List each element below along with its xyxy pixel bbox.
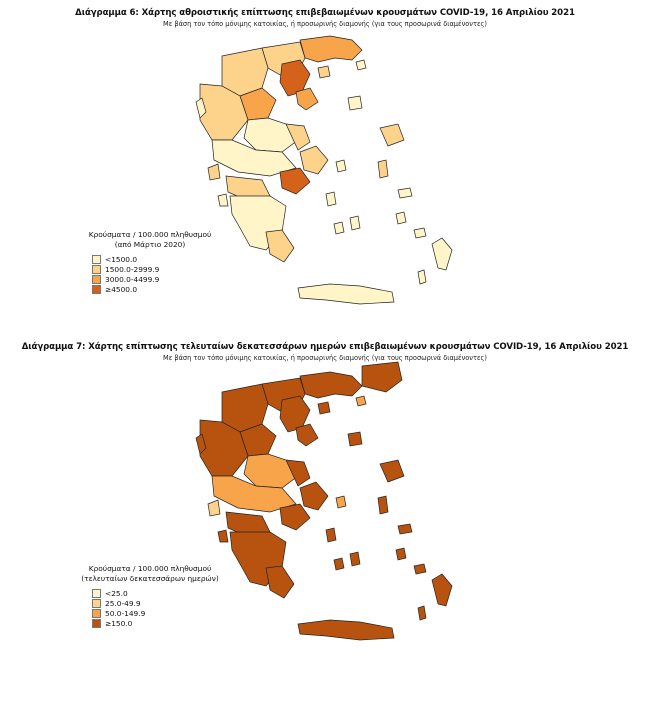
map2-island-zakynthos bbox=[218, 530, 228, 542]
map2-region-thrace bbox=[300, 372, 362, 398]
map2-island-lemnos bbox=[348, 432, 362, 446]
map2-island-naxos bbox=[350, 552, 360, 566]
map2-island-kos bbox=[414, 564, 426, 574]
map2-legend-title: Κρούσματα / 100.000 πληθυσμού bbox=[88, 564, 212, 573]
map2-island-chios bbox=[378, 496, 388, 514]
legend-swatch bbox=[92, 619, 101, 628]
map2-region-attica bbox=[280, 504, 310, 530]
map2-island-dodecanese bbox=[396, 548, 406, 560]
map2-subtitle: Με βάση τον τόπο μόνιμης κατοικίας, ή προσωρινής διαμονής (για τους προσωρινά διαμένοντες) bbox=[163, 354, 487, 362]
legend-label: 3000.0-4499.9 bbox=[105, 274, 160, 284]
map1-legend-title: Κρούσματα / 100.000 πληθυσμού bbox=[88, 230, 212, 239]
map2-island-karpathos bbox=[418, 606, 426, 620]
map2-island-cyclades bbox=[334, 558, 344, 570]
map2-island-lesvos bbox=[380, 460, 404, 482]
map2-island-andros bbox=[326, 528, 336, 542]
map2-region-evros bbox=[362, 362, 402, 392]
map2-region-chalkidiki bbox=[296, 424, 318, 446]
legend-label: 50.0-149.9 bbox=[105, 608, 146, 618]
map2-island-samothrace bbox=[356, 396, 366, 406]
map2-island-thasos bbox=[318, 402, 330, 414]
map2-legend-item bbox=[92, 588, 240, 598]
legend-label: 1500.0-2999.9 bbox=[105, 264, 160, 274]
legend-swatch bbox=[92, 589, 101, 598]
map1-legend-subtitle: (από Μάρτιο 2020) bbox=[114, 240, 186, 249]
legend-label: <25.0 bbox=[105, 588, 128, 598]
map2-island-crete bbox=[298, 620, 394, 640]
map2-island-skyros bbox=[336, 496, 346, 508]
map1-subtitle: Με βάση τον τόπο μόνιμης κατοικίας, ή προσωρινής διαμονής (για τους προσωρινά διαμένοντες) bbox=[163, 20, 487, 28]
map2-region-thessaly bbox=[244, 454, 298, 488]
legend-swatch bbox=[92, 609, 101, 618]
map2-region-evia bbox=[300, 482, 328, 510]
map2-legend-item bbox=[92, 618, 240, 628]
map2-island-kefalonia bbox=[208, 500, 220, 516]
map2-legend-item bbox=[92, 598, 240, 608]
map2-legend-subtitle: (τελευταίων δεκατεσσάρων ημερών) bbox=[81, 574, 219, 583]
map2-island-samos bbox=[398, 524, 412, 534]
map2-title: Διάγραμμα 7: Χάρτης επίπτωσης τελευταίων δεκατεσσάρων ημερών επιβεβαιωμένων κρουσμάτων COVID-19, 16 Απριλίου 2021 bbox=[21, 342, 629, 352]
legend-label: ≥4500.0 bbox=[105, 284, 138, 294]
map2-legend bbox=[60, 564, 240, 628]
map2-legend-item bbox=[92, 608, 240, 618]
map1-title: Διάγραμμα 6: Χάρτης αθροιστικής επίπτωσης επιβεβαιωμένων κρουσμάτων COVID-19, 16 Απριλίου 2021 bbox=[75, 8, 575, 18]
legend-label: <1500.0 bbox=[105, 254, 138, 264]
legend-label: 25.0-49.9 bbox=[105, 598, 141, 608]
legend-swatch bbox=[92, 599, 101, 608]
map2-region-laconia bbox=[266, 566, 294, 598]
map2-island-rhodes bbox=[432, 574, 452, 606]
legend-label: ≥150.0 bbox=[105, 618, 133, 628]
